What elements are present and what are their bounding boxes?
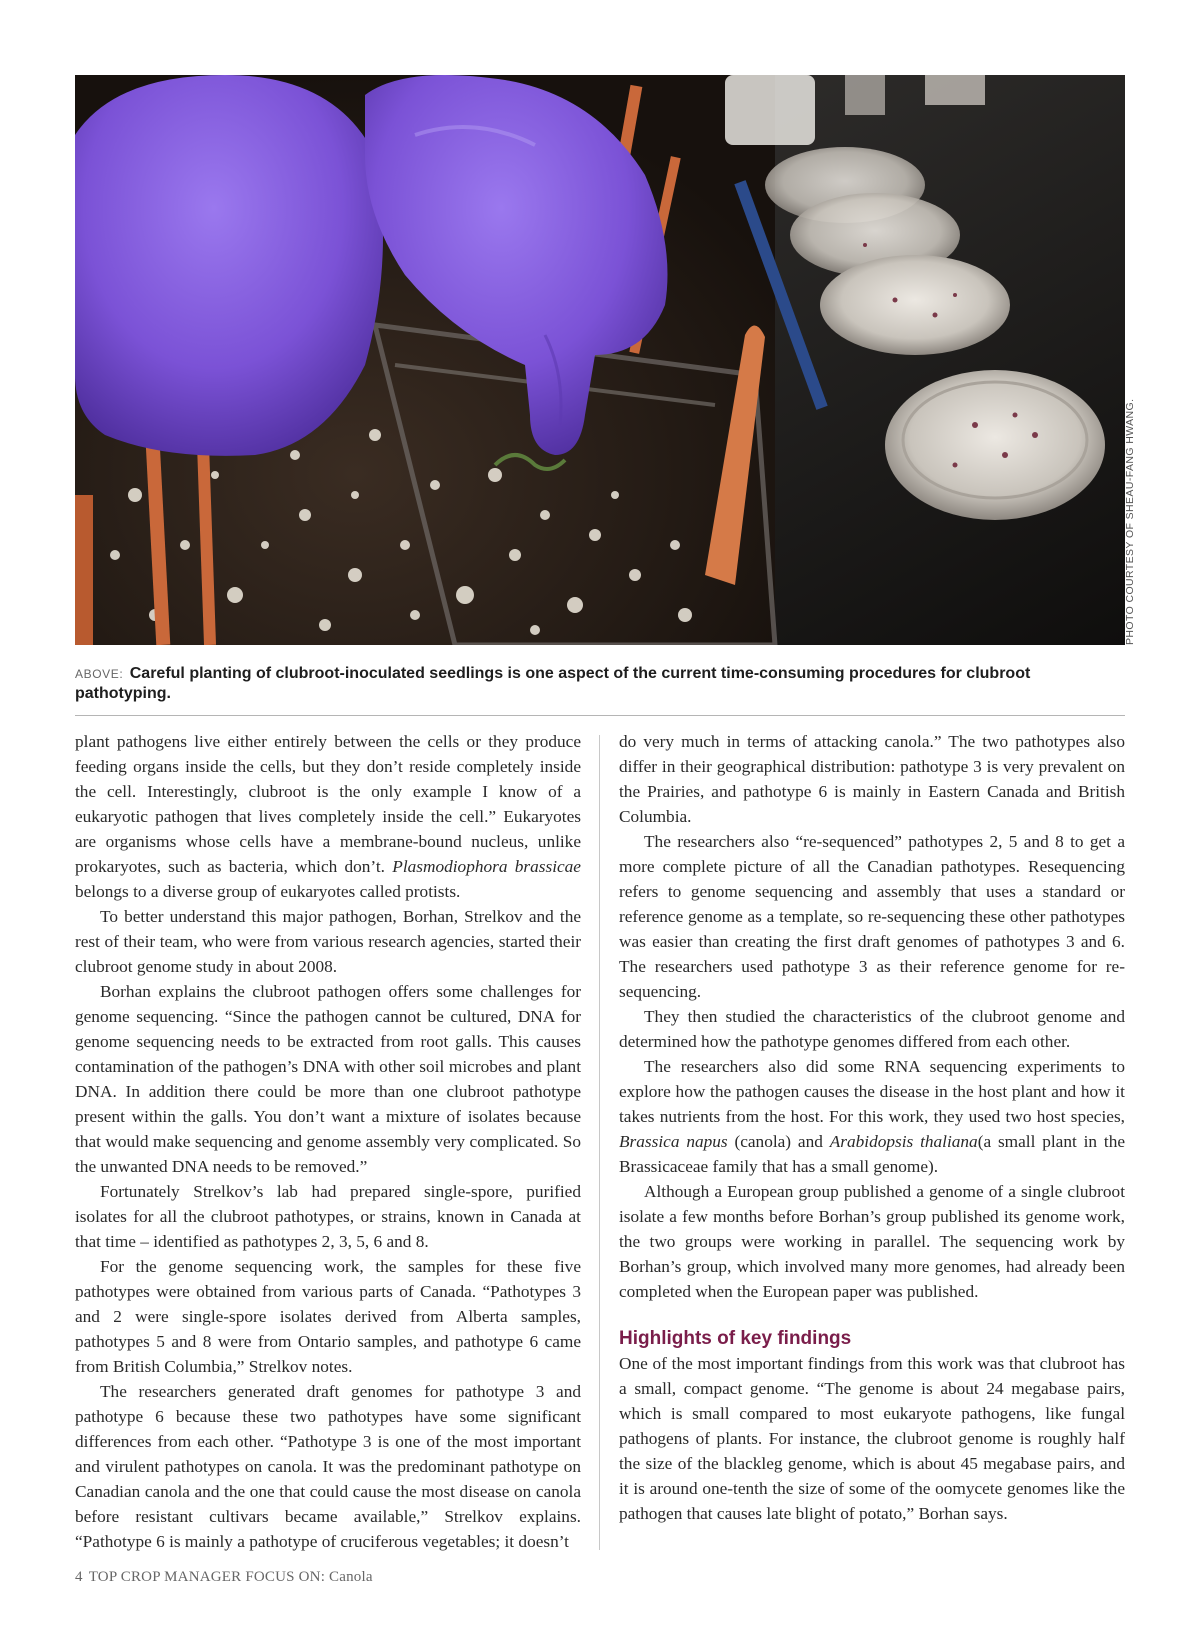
left-paragraph-1 xyxy=(75,729,581,904)
page-footer xyxy=(75,1569,373,1586)
left-paragraph-6: The researchers generated draft genomes for pathotype 3 and pathotype 6 because these two pathotypes have some significant differences from each other. “Pathotype 3 is one of the most important and virulent pathotypes on canola. It was the predominant pathotype on Canadian canola and the one that could cause the most disease on canola before resistant cultivars became available,” Strelkov explains. “Pathotype 6 is mainly a pathotype of cruciferous vegetables; it doesn’t xyxy=(75,1382,581,1551)
publication-name: TOP CROP MANAGER FOCUS ON: xyxy=(88,1569,326,1585)
right-p4-text-c: (a small plant in the Brassicaceae family that has a small genome). xyxy=(619,1132,1126,1176)
right-p4-text-b: (canola) and xyxy=(727,1132,830,1151)
right-paragraph-5: Although a European group published a genome of a single clubroot isolate a few months before Borhan’s group published its genome work, the two groups were working in parallel. The sequencing work by Borhan’s group, which involved many more genomes, had already been completed when the European paper was published. xyxy=(619,1182,1125,1301)
left-p1-species: Plasmodiophora brassicae xyxy=(392,857,581,876)
right-column xyxy=(619,729,1125,1526)
right-paragraph-3: They then studied the characteristics of the clubroot genome and determined how the pathotype genomes differed from each other. xyxy=(619,1007,1125,1051)
caption-text: Careful planting of clubroot-inoculated seedlings is one aspect of the current time-consuming procedures for clubroot pathotyping. xyxy=(75,665,1031,702)
left-paragraph-5: For the genome sequencing work, the samples for these five pathotypes were obtained from various parts of Canada. “Pathotypes 3 and 2 were single-spore isolates derived from Alberta samples, pathotypes 5 and 8 were from Ontario samples, and pathotype 6 came from British Columbia,” Strelkov notes. xyxy=(75,1257,581,1376)
right-p4-text-a: The researchers also did some RNA sequencing experiments to explore how the pathogen causes the disease in the host plant and how it takes nutrients from the host. For this work, they used two host species, xyxy=(619,1057,1125,1126)
left-paragraph-2: To better understand this major pathogen, Borhan, Strelkov and the rest of their team, who were from various research agencies, started their clubroot genome study in about 2008. xyxy=(75,907,581,976)
page-number: 4 xyxy=(75,1569,83,1585)
right-paragraph-1: do very much in terms of attacking canola.” The two pathotypes also differ in their geographical distribution: pathotype 3 is very prevalent on the Prairies, and pathotype 6 is mainly in Eastern Canada and British Columbia. xyxy=(619,732,1125,826)
left-paragraph-3: Borhan explains the clubroot pathogen offers some challenges for genome sequencing. “Since the pathogen cannot be cultured, DNA for genome sequencing needs to be extracted from root galls. This causes contamination of the pathogen’s DNA with other soil microbes and plant DNA. In addition there could be more than one clubroot pathotype present within the galls. You don’t want a mixture of isolates because that would make sequencing and genome assembly very complicated. So the unwanted DNA needs to be removed.” xyxy=(75,982,581,1176)
left-paragraph-4: Fortunately Strelkov’s lab had prepared single-spore, purified isolates for all the clubroot pathotypes, or strains, known in Canada at that time – identified as pathotypes 2, 3, 5, 6 and 8. xyxy=(75,1182,581,1251)
photo-credit: PHOTO COURTESY OF SHEAU-FANG HWANG. xyxy=(1124,398,1136,645)
right-p4-species-2: Arabidopsis thaliana xyxy=(829,1132,978,1151)
left-column xyxy=(75,729,581,1554)
left-p1-text-b: belongs to a diverse group of eukaryotes called protists. xyxy=(75,882,461,901)
photo-caption xyxy=(75,664,1125,704)
column-divider xyxy=(599,735,600,1550)
publication-section: Canola xyxy=(329,1569,373,1585)
section-subhead: Highlights of key findings xyxy=(619,1328,852,1349)
caption-kicker: ABOVE: xyxy=(75,667,124,681)
lab-photo xyxy=(75,75,1125,645)
caption-divider xyxy=(75,715,1125,716)
lab-photo-illustration xyxy=(75,75,1125,645)
right-p4-species-1: Brassica napus xyxy=(619,1132,728,1151)
right-paragraph-2: The researchers also “re-sequenced” pathotypes 2, 5 and 8 to get a more complete picture of all the Canadian pathotypes. Resequencing refers to genome sequencing and assembly that uses a standard or reference genome as a template, so re-sequencing these other pathotypes was easier than creating the first draft genomes of pathotypes 3 and 6. The researchers used pathotype 3 as their reference genome for re-sequencing. xyxy=(619,832,1125,1001)
left-p1-text-a: plant pathogens live either entirely between the cells or they produce feeding organs inside the cells, but they don’t reside completely inside the cell. Interestingly, clubroot is the only example I know of a eukaryotic pathogen that lives completely inside the cell.” Eukaryotes are organisms whose cells have a membrane-bound nucleus, unlike prokaryotes, such as bacteria, which don’t. xyxy=(75,732,581,876)
right-paragraph-6: One of the most important findings from this work was that clubroot has a small, compact genome. “The genome is about 24 megabase pairs, which is small compared to most eukaryote pathogens, like fungal pathogens of plants. For instance, the clubroot genome is roughly half the size of the blackleg genome, which is about 45 megabase pairs, and it is around one-tenth the size of some of the oomycete genomes like the pathogen that causes late blight of potato,” Borhan says. xyxy=(619,1354,1125,1523)
right-paragraph-4 xyxy=(619,1054,1125,1179)
